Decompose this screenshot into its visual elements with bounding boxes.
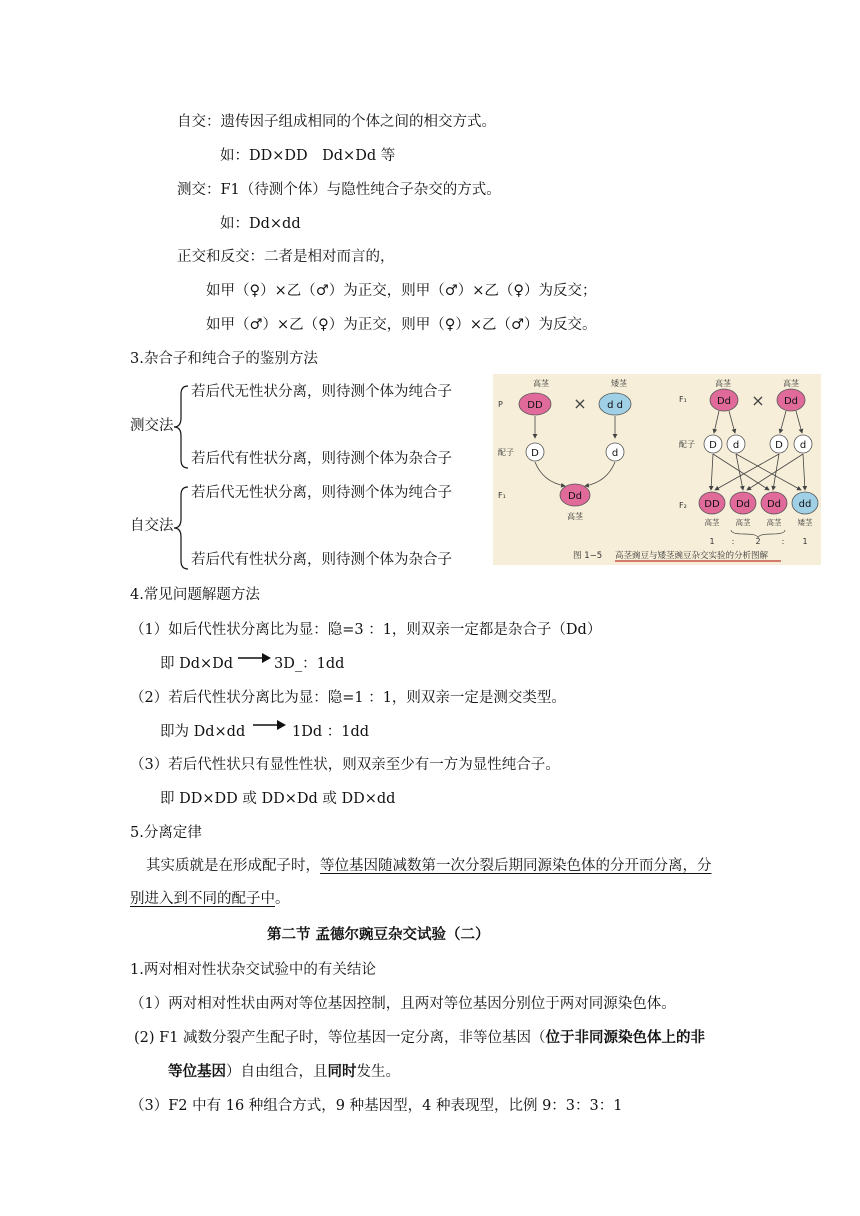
right-tall-label-1: 高茎 (715, 379, 731, 388)
rule-3-formula: 即 DD×DD 或 DD×Dd 或 DD×dd (160, 791, 396, 807)
test-cross-definition: 测交：F1（待测个体）与隐性纯合子杂交的方式。 (177, 182, 501, 198)
left-parent-dd-label: d d (607, 400, 623, 411)
test-cross-example: 如：Dd×dd (220, 216, 301, 232)
self-cross-result-hybrid: 若后代有性状分离，则待测个体为杂合子 (191, 552, 452, 568)
conclusion-2-end: 发生。 (356, 1064, 400, 1080)
test-cross-result-pure: 若后代无性状分离，则待测个体为纯合子 (191, 384, 452, 400)
heading-segregation-law: 5.分离定律 (130, 825, 202, 841)
reciprocal-cross-definition: 正交和反交：二者是相对而言的， (177, 249, 395, 265)
segregation-essence-underlined-1: 等位基因随减数第一次分裂后期同源染色体的分开而分离，分 (320, 858, 712, 874)
ratio-3: 1 (802, 537, 808, 546)
conclusion-2-bold-3: 同时 (327, 1063, 357, 1080)
heading-problem-methods: 4.常见问题解题方法 (130, 587, 260, 603)
right-f2-1-label: DD (704, 499, 720, 510)
test-cross-brace (172, 384, 192, 470)
right-row-f2: F₂ (679, 501, 687, 510)
left-row-gamete: 配子 (498, 448, 514, 457)
ratio-1: 1 (709, 537, 715, 546)
self-cross-example: 如：DD×DD Dd×Dd 等 (220, 148, 396, 164)
test-cross-method-label: 测交法 (130, 418, 174, 434)
right-f2-4-label: dd (798, 499, 812, 510)
pea-cross-figure (493, 374, 821, 565)
right-f2-2-label: Dd (735, 499, 751, 510)
segregation-essence-end: 。 (275, 891, 290, 907)
self-cross-result-pure: 若后代无性状分离，则待测个体为纯合子 (191, 485, 452, 501)
test-cross-result-hybrid: 若后代有性状分离，则待测个体为杂合子 (191, 451, 452, 467)
conclusion-2-line-2 (168, 1062, 400, 1082)
rule-2: （2）若后代性状分离比为显：隐=1 ：1，则双亲一定是测交类型。 (130, 690, 566, 706)
ratio-sep-2: : (781, 537, 785, 546)
segregation-essence-line-1 (146, 856, 712, 876)
rule-1-formula-left: 即 Dd×Dd (160, 656, 234, 672)
right-gamete-2-label: d (732, 440, 740, 451)
segregation-essence-prefix: 其实质就是在形成配子时， (146, 858, 320, 874)
rule-1-formula-right: 3D_：1dd (274, 656, 345, 672)
conclusion-2-line-1 (134, 1028, 705, 1048)
conclusions-heading: 1.两对相对性状杂交试验中的有关结论 (130, 962, 376, 978)
right-gamete-3-label: D (775, 440, 783, 451)
right-gamete-1-label: D (709, 440, 717, 451)
rule-1: （1）如后代性状分离比为显：隐=3 ：1，则双亲一定都是杂合子（Dd） (130, 622, 602, 638)
conclusion-2-mid: ）自由组合，且 (226, 1064, 328, 1080)
right-row-f1: F₁ (679, 395, 687, 404)
right-f2-3-label: Dd (766, 499, 782, 510)
left-gamete-d-label: d (611, 448, 619, 459)
reciprocal-cross-example-1: 如甲（♀）×乙（♂）为正交，则甲（♂）×乙（♀）为反交； (206, 283, 597, 299)
self-cross-brace (172, 485, 192, 571)
ratio-sep-1: : (731, 537, 735, 546)
left-cross-symbol: × (573, 394, 587, 413)
right-row-gamete: 配子 (679, 440, 695, 449)
rule-2-formula-left: 即为 Dd×dd (160, 724, 246, 740)
right-f2-2-phenotype: 高茎 (735, 518, 751, 527)
right-cross-symbol: × (751, 391, 765, 410)
section-title: 第二节 孟德尔豌豆杂交试验（二） (267, 926, 490, 943)
right-f2-1-phenotype: 高茎 (704, 518, 720, 527)
segregation-essence-underlined-2: 别进入到不同的配子中 (130, 891, 275, 907)
left-row-f1: F₁ (498, 491, 506, 500)
reciprocal-cross-example-2: 如甲（♂）×乙（♀）为正交，则甲（♀）×乙（♂）为反交。 (206, 317, 597, 333)
rule-3: （3）若后代性状只有显性性状，则双亲至少有一方为显性纯合子。 (130, 757, 560, 773)
segregation-essence-line-2 (130, 889, 290, 909)
conclusion-1: （1）两对相对性状由两对等位基因控制，且两对等位基因分别位于两对同源染色体。 (130, 996, 676, 1012)
conclusion-2-prefix: (2) F1 减数分裂产生配子时，等位基因一定分离，非等位基因（ (134, 1030, 546, 1046)
left-short-label: 矮茎 (611, 379, 627, 388)
self-cross-method-label: 自交法 (130, 518, 174, 534)
left-row-p: P (498, 400, 503, 409)
left-parent-DD-label: DD (527, 400, 543, 411)
right-parent-Dd-2-label: Dd (783, 396, 799, 407)
conclusion-3: （3）F2 中有 16 种组合方式，9 种基因型，4 种表现型，比例 9：3：3：1 (130, 1098, 623, 1114)
right-tall-label-2: 高茎 (783, 379, 799, 388)
right-gamete-4-label: d (799, 440, 807, 451)
left-f1-tall-label: 高茎 (567, 512, 583, 521)
self-cross-definition: 自交：遗传因子组成相同的个体之间的相交方式。 (177, 114, 496, 130)
conclusion-2-bold: 位于非同源染色体上的非 (545, 1029, 706, 1046)
ratio-2: 2 (755, 537, 761, 546)
left-f1-Dd-label: Dd (567, 491, 583, 502)
right-f2-3-phenotype: 高茎 (766, 518, 782, 527)
heading-identification-methods: 3.杂合子和纯合子的鉴别方法 (130, 351, 318, 367)
rule-2-formula-right: 1Dd ：1dd (292, 724, 370, 740)
conclusion-2-bold-2: 等位基因 (168, 1063, 226, 1080)
left-tall-label: 高茎 (533, 379, 549, 388)
rule-2-arrow (253, 719, 287, 731)
figure-caption-number: 图 1−5 (573, 551, 603, 561)
figure-caption: 高茎豌豆与矮茎豌豆杂交实验的分析图解 (615, 551, 769, 561)
right-parent-Dd-1-label: Dd (716, 396, 732, 407)
left-gamete-D-label: D (531, 448, 539, 459)
rule-1-arrow (238, 652, 272, 664)
right-f2-4-phenotype: 矮茎 (797, 518, 813, 527)
